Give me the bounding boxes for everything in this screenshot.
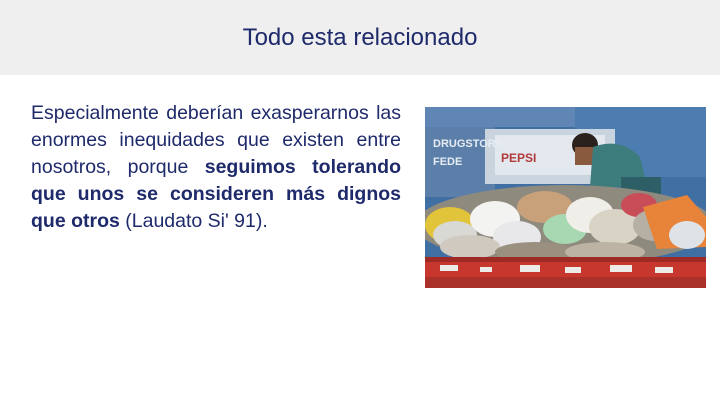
sign-drugstore: DRUGSTORE bbox=[433, 138, 504, 150]
sign-fede: FEDE bbox=[433, 156, 463, 168]
slide-title: Todo esta relacionado bbox=[242, 23, 478, 51]
paragraph-text-2: (Laudato Si' 91). bbox=[119, 210, 268, 232]
sign-pepsi: PEPSI bbox=[501, 151, 537, 165]
title-bar bbox=[0, 0, 720, 75]
paragraph-bold-text: seguimos tolerando que unos se consideren más dignos que otros bbox=[31, 156, 401, 232]
body-paragraph bbox=[31, 100, 401, 235]
photo-child-in-garbage-dumpster bbox=[425, 107, 706, 288]
paragraph-text-1: Especialmente deberían exasperarnos las enormes inequidades que existen entre nosotros, porque bbox=[31, 102, 401, 178]
